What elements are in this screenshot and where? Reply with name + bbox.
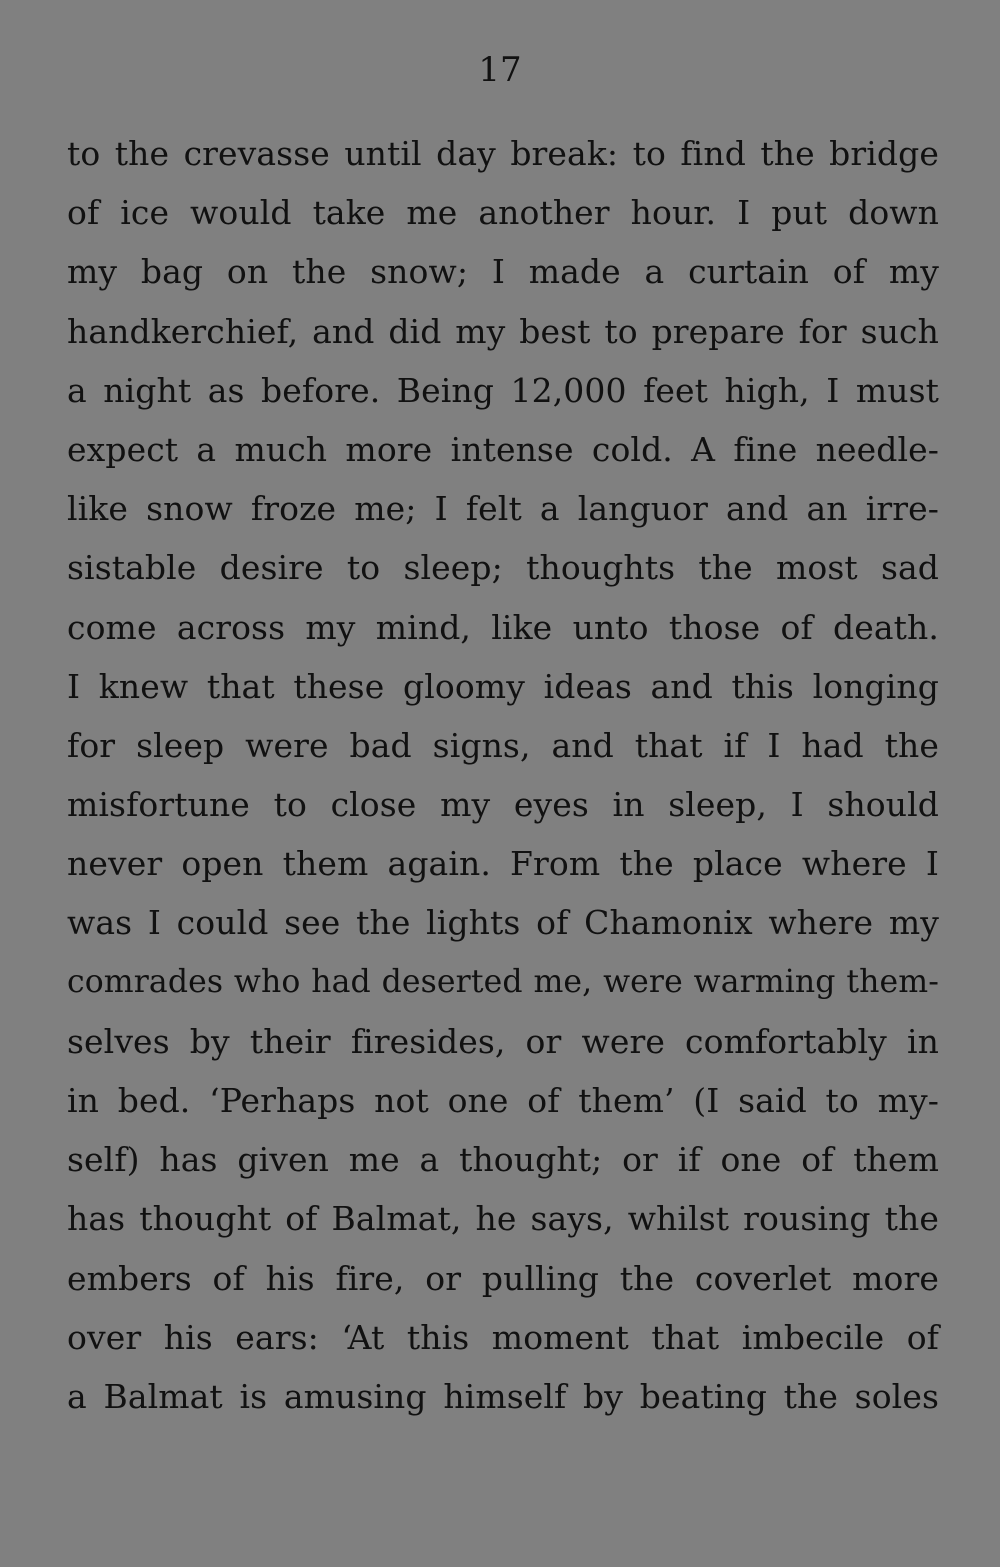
page-number: 17	[478, 50, 522, 90]
text-line: was I could see the lights of Chamonix where my	[67, 903, 939, 943]
text-line: never open them again. From the place where I	[67, 844, 939, 884]
text-line: expect a much more intense cold. A fine needle-	[67, 429, 939, 469]
text-line: handkerchief, and did my best to prepare for such	[67, 311, 939, 351]
text-line: like snow froze me; I felt a languor and an irre-	[67, 489, 939, 529]
text-line: in bed. ‘Perhaps not one of them’ (I said to my-	[67, 1081, 939, 1120]
text-line: embers of his fire, or pulling the coverlet more	[67, 1258, 939, 1298]
text-line: to the crevasse until day break: to find the bridge	[67, 134, 939, 173]
text-line: selves by their firesides, or were comfortably in	[67, 1021, 939, 1061]
text-line: for sleep were bad signs, and that if I had the	[67, 725, 939, 765]
text-line: comrades who had deserted me, were warming them-	[67, 963, 939, 1000]
text-line: misfortune to close my eyes in sleep, I should	[67, 785, 939, 825]
text-line: my bag on the snow; I made a curtain of my	[67, 252, 939, 292]
text-line: a night as before. Being 12,000 feet high, I must	[67, 370, 939, 410]
text-line: has thought of Balmat, he says, whilst rousing the	[67, 1199, 939, 1239]
text-line: self) has given me a thought; or if one of them	[67, 1140, 939, 1180]
text-line: I knew that these gloomy ideas and this longing	[67, 666, 939, 706]
text-line: of ice would take me another hour. I put down	[67, 193, 939, 233]
text-line: a Balmat is amusing himself by beating the soles	[67, 1376, 939, 1416]
text-line: over his ears: ‘At this moment that imbecile of	[67, 1317, 939, 1357]
page-body-text	[67, 124, 939, 1426]
text-line: come across my mind, like unto those of death.	[67, 607, 939, 647]
text-line: sistable desire to sleep; thoughts the most sad	[67, 548, 939, 588]
